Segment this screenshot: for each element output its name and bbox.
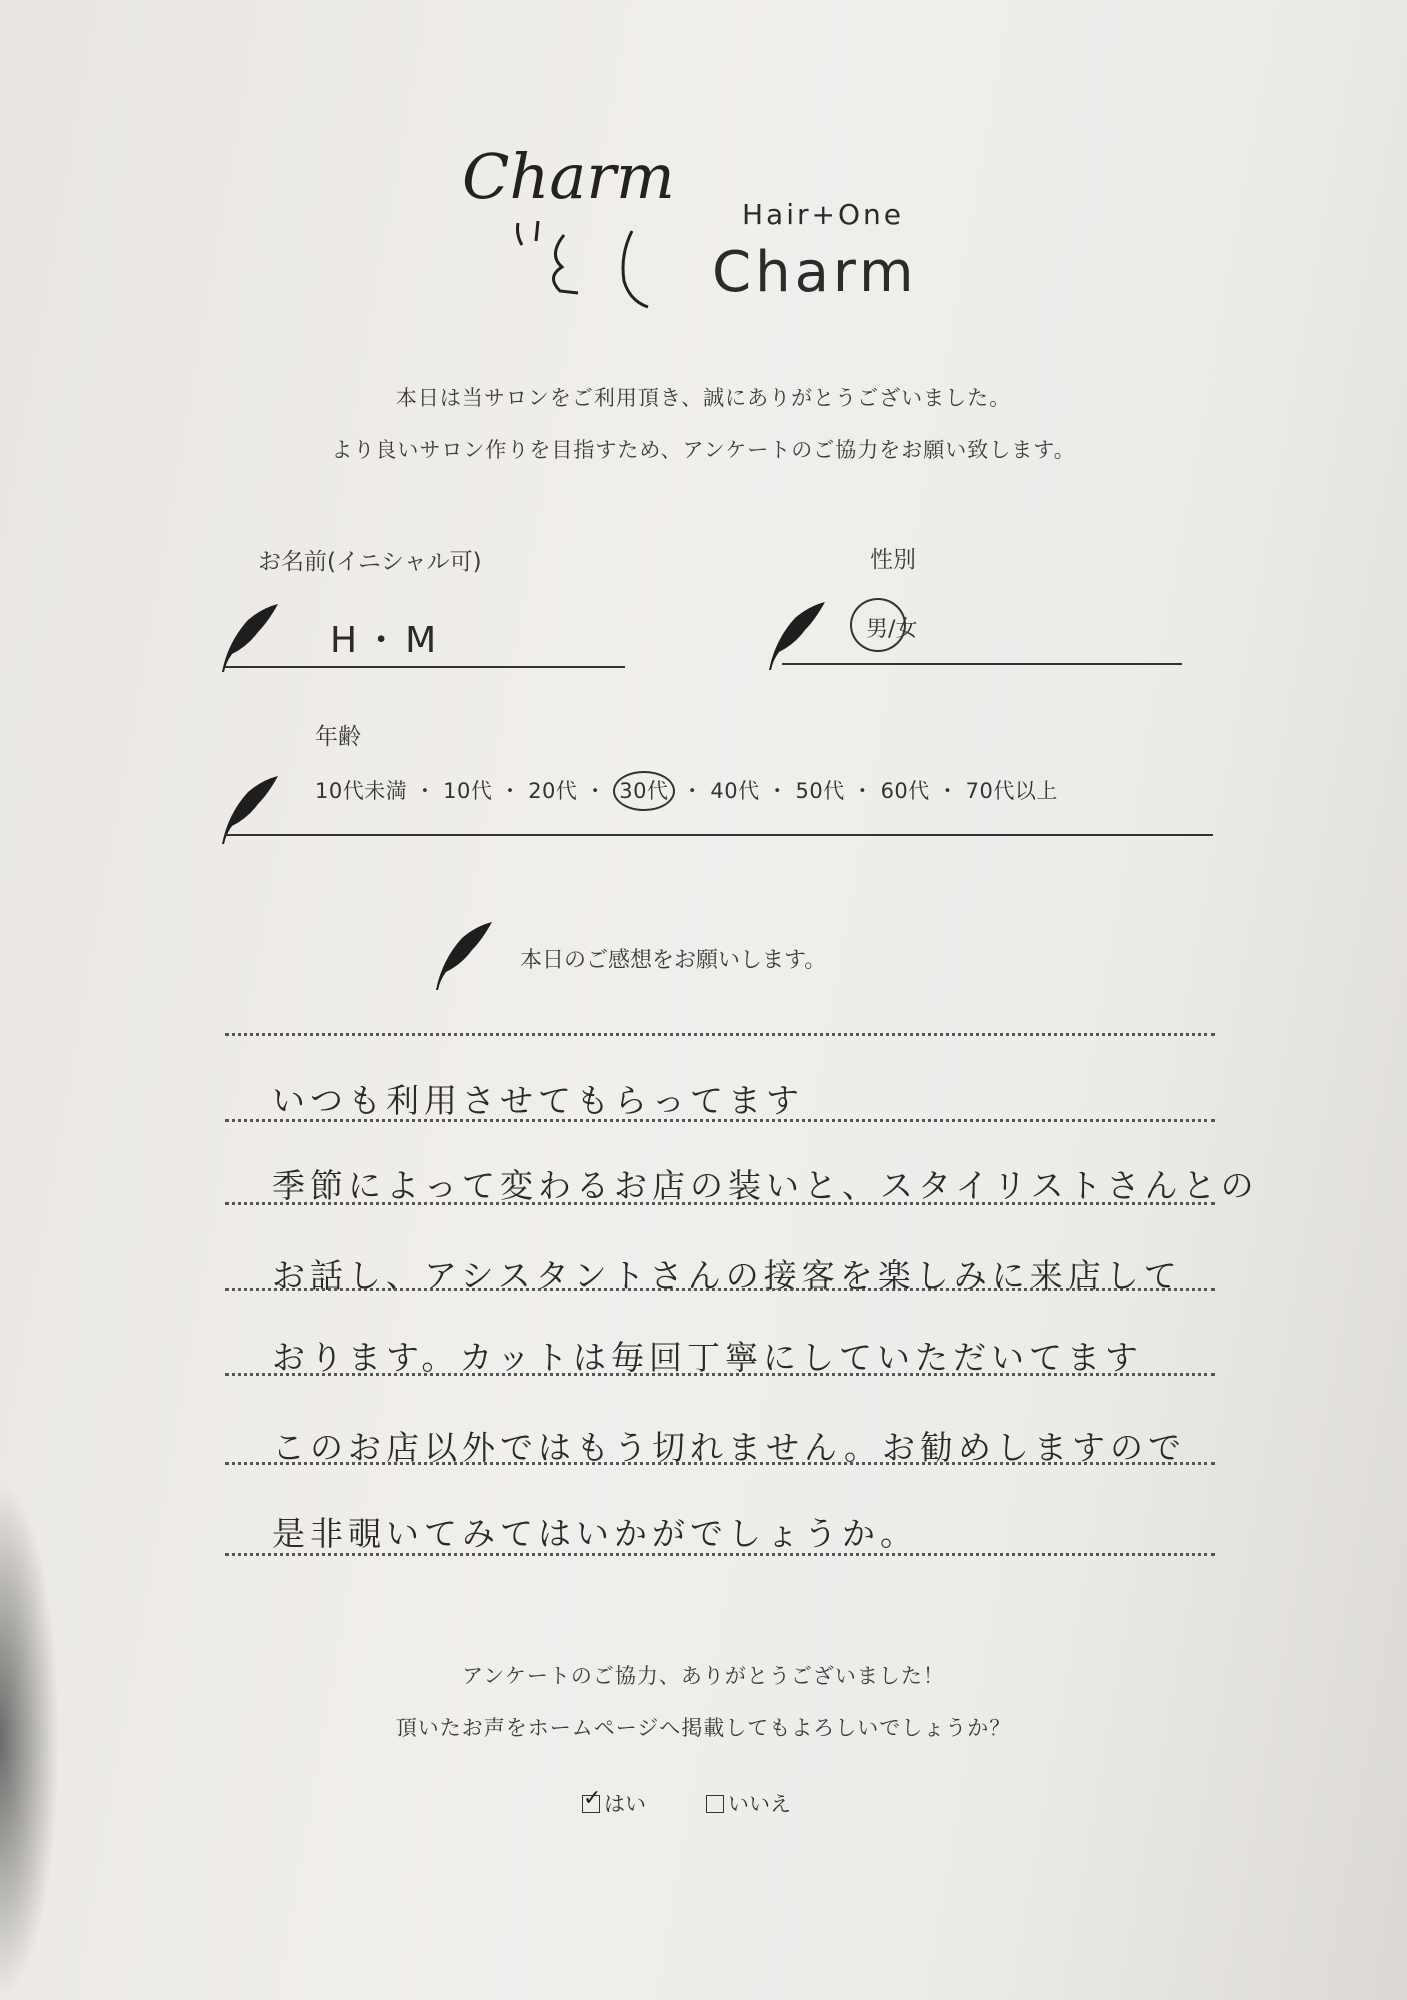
consent-yes[interactable] xyxy=(582,1788,646,1818)
intro-line-2: より良いサロン作りを目指すため、アンケートのご協力をお願い致します。 xyxy=(331,438,1076,462)
comment-line-5: このお店以外ではもう切れません。お勧めしますので xyxy=(272,1428,1186,1467)
age-options: 10代未満 ・ 10代 ・ 20代 ・ 30代 ・ 40代 ・ 50代 ・ 60代 ・ 70代以上 xyxy=(315,775,1058,805)
comment-line-1: いつも利用させてもらってます xyxy=(272,1081,804,1120)
comment-ruled-line xyxy=(225,1553,1215,1556)
comment-line-4: おります。カットは毎回丁寧にしていただいてます xyxy=(272,1338,1144,1377)
yes-label: はい xyxy=(604,1792,646,1816)
comment-ruled-line xyxy=(225,1033,1215,1036)
footer-question: 頂いたお声をホームページへ掲載してもよろしいでしょうか？ xyxy=(395,1716,1012,1740)
gender-option-female[interactable]: 女 xyxy=(895,617,918,642)
comment-ruled-line xyxy=(225,1202,1215,1205)
comment-line-3: お話し、アシスタントさんの接客を楽しみに来店して xyxy=(272,1256,1182,1295)
name-underline xyxy=(225,666,625,668)
age-label: 年齢 xyxy=(315,724,361,750)
logo-subtitle: Hair+One xyxy=(742,198,904,231)
logo-face-icon xyxy=(512,215,672,315)
survey-sheet: Charm Hair+One Charm 本日は当サロンをご利用頂き、誠にありがとうございました。 より良いサロン作りを目指すため、アンケートのご協力をお願い致します。 お名前(イニシャル可) H・M 性別 男/女 年齢 10代未満 ・ 10代 ・ 20代 ・ 30代 ・ 40代 ・ 50代 ・ 60代 ・ 70代以上 本日のご感想をお願いします。 いつも利用させてもらってます 季節によって変わるお店の装いと、スタイリストさんとの お話し、アシスタントさんの接客を楽しみに来店して おります。カットは毎回丁寧にしていただいてます このお店以外ではもう切れません。お勧めしますので 是非覗いてみてはいかがでしょうか。 アンケートのご協力、ありがとうございました！ 頂いたお声をホームページへ掲載してもよろしいでしょうか？ ✓ はい いいえ xyxy=(0,0,1407,2000)
comment-line-2: 季節によって変わるお店の装いと、スタイリストさんとの xyxy=(272,1166,1259,1205)
quill-pen-icon xyxy=(432,920,494,992)
age-option[interactable]: 70代以上 xyxy=(965,779,1058,803)
age-option[interactable]: 40代 xyxy=(710,779,760,803)
consent-no[interactable] xyxy=(706,1788,791,1818)
gender-option-male[interactable]: 男 xyxy=(866,617,889,642)
gender-label: 性別 xyxy=(870,547,916,573)
gender-underline xyxy=(782,663,1182,665)
age-option[interactable]: 10代未満 xyxy=(315,779,408,803)
age-underline xyxy=(225,834,1213,836)
age-option[interactable]: 20代 xyxy=(528,779,578,803)
comment-ruled-line xyxy=(225,1373,1215,1376)
comment-ruled-line xyxy=(225,1119,1215,1122)
name-value: H・M xyxy=(330,620,443,661)
quill-pen-icon xyxy=(218,602,280,674)
comment-label: 本日のご感想をお願いします。 xyxy=(520,948,827,973)
footer-thanks: アンケートのご協力、ありがとうございました！ xyxy=(462,1664,945,1688)
age-option[interactable]: 50代 xyxy=(795,779,845,803)
checkbox-checked[interactable] xyxy=(582,1786,602,1813)
comment-ruled-line xyxy=(225,1462,1215,1465)
logo-script-text: Charm xyxy=(462,140,675,213)
age-option-selected[interactable]: 30代 xyxy=(613,771,674,811)
age-option[interactable]: 10代 xyxy=(443,779,493,803)
age-option[interactable]: 60代 xyxy=(880,779,930,803)
comment-ruled-line xyxy=(225,1288,1215,1291)
logo-title: Charm xyxy=(712,240,918,305)
check-mark-icon: ✓ xyxy=(583,1786,602,1811)
quill-pen-icon xyxy=(765,600,827,672)
intro-line-1: 本日は当サロンをご利用頂き、誠にありがとうございました。 xyxy=(395,386,1012,410)
no-label: いいえ xyxy=(728,1792,791,1816)
name-label: お名前(イニシャル可) xyxy=(258,549,482,575)
comment-line-6: 是非覗いてみてはいかがでしょうか。 xyxy=(272,1514,918,1553)
checkbox-unchecked[interactable] xyxy=(706,1795,724,1813)
